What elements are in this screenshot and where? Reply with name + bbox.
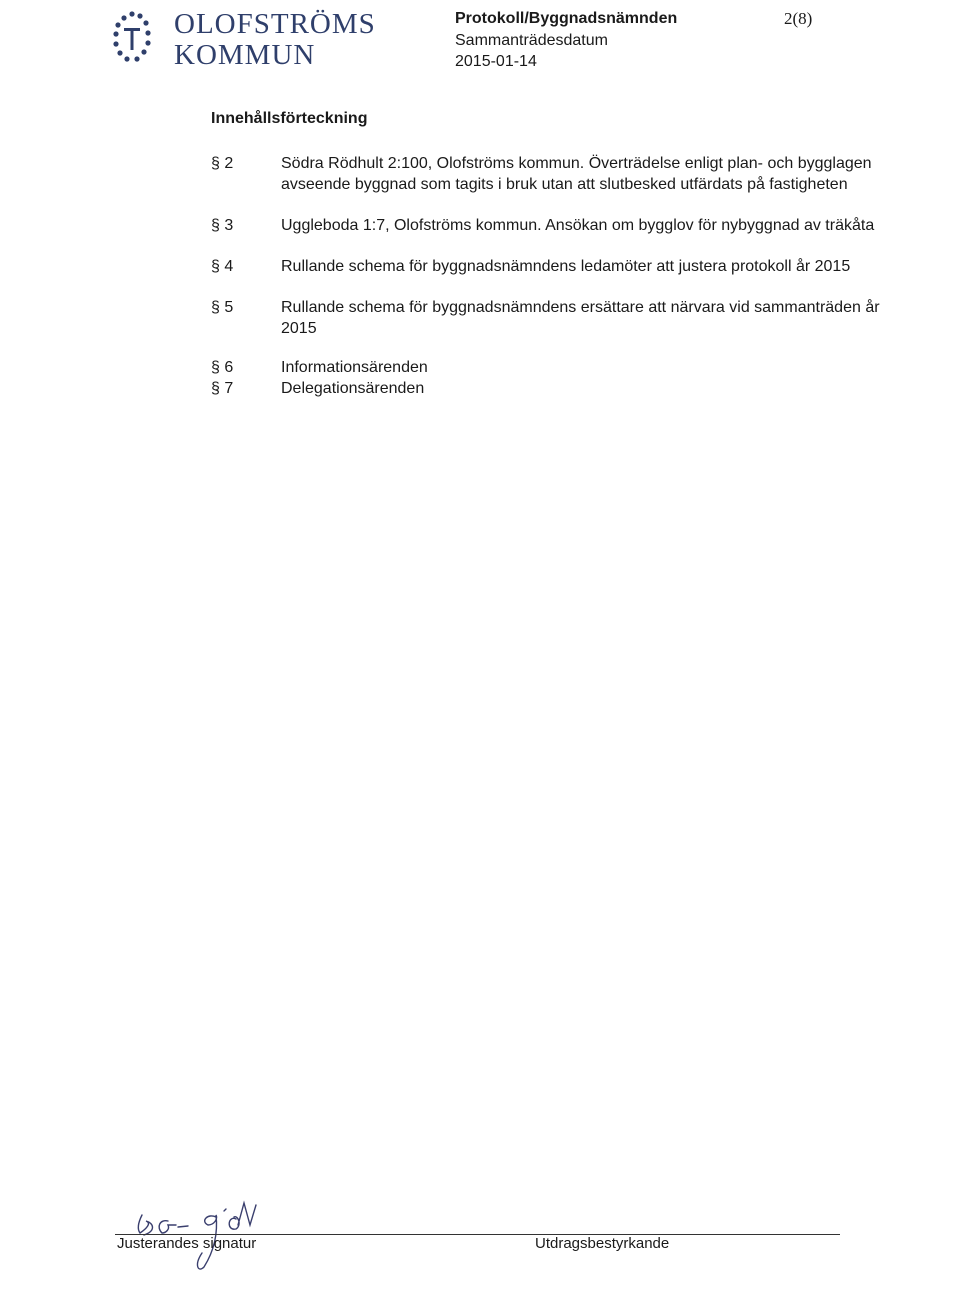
logo-line-1: OLOFSTRÖMS <box>174 8 376 40</box>
signature-label: Justerandes signatur <box>117 1235 257 1252</box>
logo-line-2: KOMMUN <box>174 39 316 71</box>
page-number: 2(8) <box>784 9 813 28</box>
toc-section-title: Rullande schema för byggnadsnämndens ledamöter att justera protokoll år 2015 <box>281 258 851 275</box>
toc-heading: Innehållsförteckning <box>211 110 368 127</box>
toc-section-title: Rullande schema för byggnadsnämndens ersättare att närvara vid sammanträden år 2015 <box>281 299 880 337</box>
toc-section-title: Informationsärenden <box>281 359 428 376</box>
toc-section-title: Södra Rödhult 2:100, Olofströms kommun. Överträdelse enligt plan- och bygglagen avseende byggnad som tagits i bruk utan att slutbesked utfärdats på fastigheten <box>281 155 872 193</box>
certification-label: Utdragsbestyrkande <box>535 1235 670 1252</box>
handwritten-signature <box>128 1193 278 1273</box>
toc-section-number: § 7 <box>211 380 234 397</box>
toc-section-number: § 6 <box>211 359 234 376</box>
toc-section-number: § 3 <box>211 217 234 234</box>
toc-section-title: Delegationsärenden <box>281 380 425 397</box>
toc-section-title: Uggleboda 1:7, Olofströms kommun. Ansökan om bygglov för nybyggnad av träkåta <box>281 217 875 234</box>
toc-section-number: § 5 <box>211 299 234 316</box>
meeting-date: 2015-01-14 <box>455 53 537 70</box>
protocol-title: Protokoll/Byggnadsnämnden <box>455 10 678 27</box>
meeting-date-label: Sammanträdesdatum <box>455 32 608 49</box>
logo-emblem-icon <box>108 6 168 72</box>
toc-section-number: § 4 <box>211 258 234 275</box>
toc-section-number: § 2 <box>211 155 234 172</box>
municipality-logo <box>108 6 388 72</box>
